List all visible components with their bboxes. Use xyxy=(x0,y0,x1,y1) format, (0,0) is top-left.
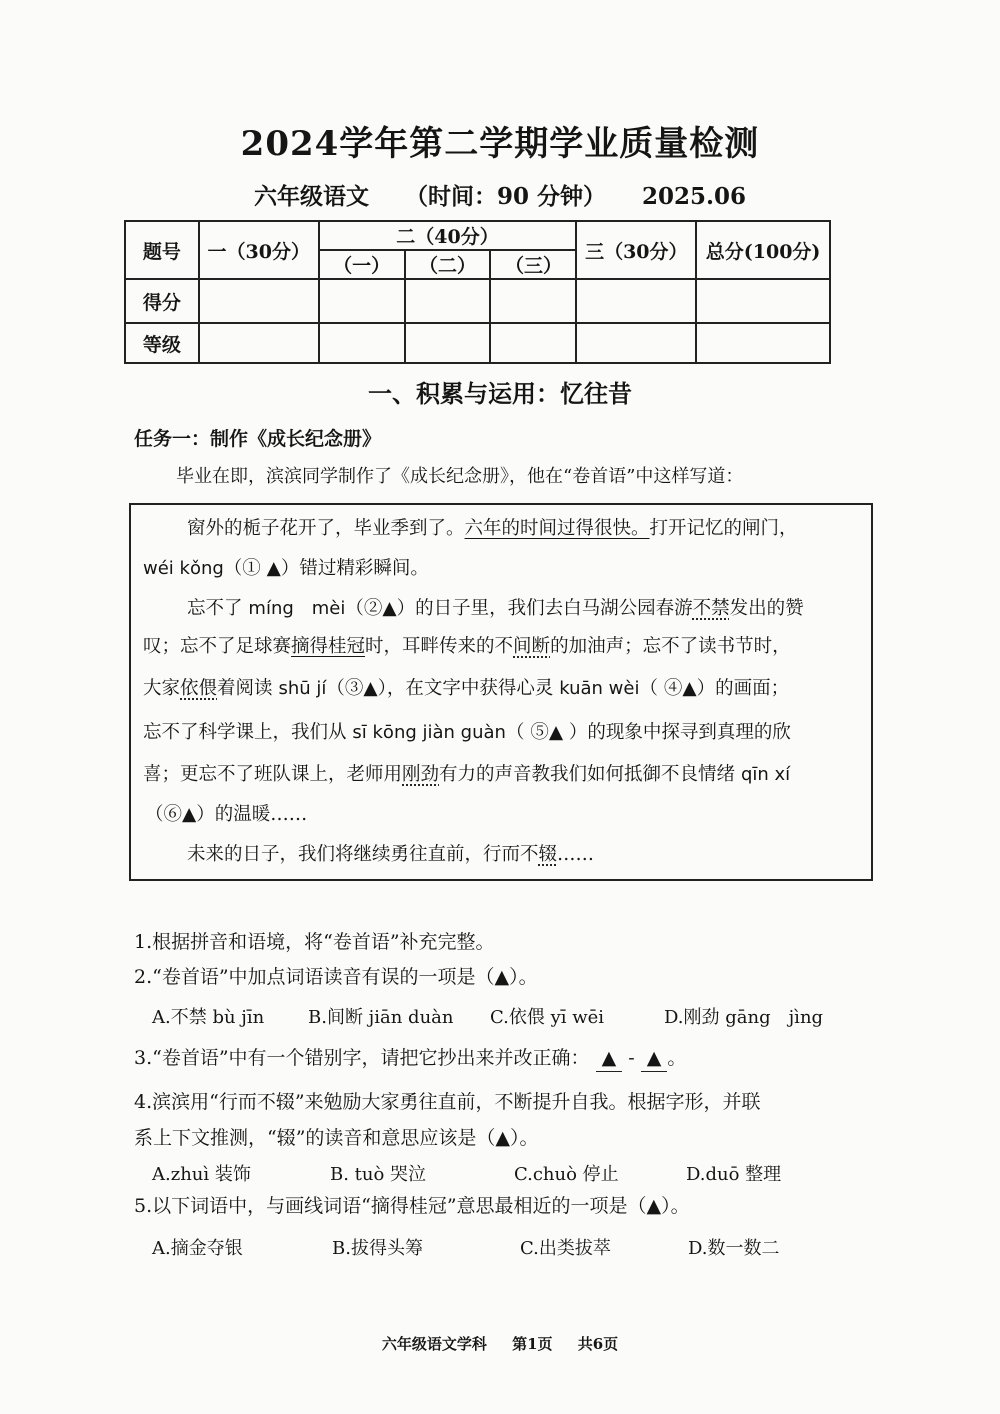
score-table-sub-3: （三） xyxy=(490,250,576,279)
foreword-line-6: 忘不了科学课上，我们从 sī kōng jiàn guàn（ ⑤▲ ）的现象中探寻到真理的欣 xyxy=(143,722,791,743)
grade-cell[interactable] xyxy=(319,323,405,363)
question-4-line-2: 系上下文推测，“辍”的读音和意思应该是（▲）。 xyxy=(134,1127,539,1149)
question-4-line-1: 4.滨滨用“行而不辍”来勉励大家勇往直前，不断提升自我。根据字形，并联 xyxy=(134,1091,761,1113)
pinyin-2: míng mèi xyxy=(248,598,346,619)
footer-total: 共6页 xyxy=(577,1335,619,1353)
foreword-line-7: 喜；更忘不了班队课上，老师用刚劲有力的声音教我们如何抵御不良情绪 qīn xí xyxy=(143,764,791,785)
pinyin-3: shū jí xyxy=(278,678,327,699)
grade-cell[interactable] xyxy=(490,323,576,363)
task-intro: 毕业在即，滨滨同学制作了《成长纪念册》，他在“卷首语”中这样写道： xyxy=(176,466,744,487)
question-3: 3.“卷首语”中有一个错别字，请把它抄出来并改正确： ▲ - ▲ 。 xyxy=(134,1045,686,1072)
pinyin-4: kuān wèi xyxy=(559,678,640,699)
foreword-line-3: 忘不了 míng mèi（②▲）的日子里，我们去白马湖公园春游不禁发出的赞 xyxy=(187,598,804,619)
foreword-line-5: 大家依偎着阅读 shū jí（③▲），在文字中获得心灵 kuān wèi（ ④▲）的画面； xyxy=(143,678,790,699)
grade-cell[interactable] xyxy=(576,323,696,363)
option-b[interactable]: B.拔得头筹 xyxy=(332,1238,423,1259)
score-cell[interactable] xyxy=(319,279,405,323)
option-a[interactable]: A.不禁 bù jīn xyxy=(152,1007,265,1028)
dotted-word: 依偎 xyxy=(180,678,218,699)
score-table xyxy=(124,220,831,364)
score-table-col-total: 总分(100分) xyxy=(696,221,830,279)
foreword-line-8: （⑥▲）的温暖…… xyxy=(145,804,308,825)
option-b[interactable]: B. tuò 哭泣 xyxy=(330,1164,427,1185)
score-table-sub-1: （一） xyxy=(319,250,405,279)
option-d[interactable]: D.刚劲 gāng jìng xyxy=(664,1007,824,1028)
option-d[interactable]: D.数一数二 xyxy=(688,1238,780,1259)
score-table-header-label: 题号 xyxy=(125,221,199,279)
pinyin-5: sī kōng jiàn guàn xyxy=(352,722,506,743)
dotted-word: 刚劲 xyxy=(402,764,440,785)
answer-blank[interactable]: ▲ xyxy=(641,1045,668,1072)
grade-row-label: 等级 xyxy=(125,323,199,363)
foreword-box xyxy=(129,503,873,881)
option-d[interactable]: D.duō 整理 xyxy=(686,1164,782,1185)
time-label: （时间：90 分钟） xyxy=(404,183,606,210)
foreword-line-9: 未来的日子，我们将继续勇往直前，行而不辍…… xyxy=(187,844,595,865)
exam-subtitle xyxy=(0,178,1000,211)
score-row-label: 得分 xyxy=(125,279,199,323)
subject-label: 六年级语文 xyxy=(253,183,369,210)
option-c[interactable]: C.出类拔萃 xyxy=(520,1238,611,1259)
question-1: 1.根据拼音和语境，将“卷首语”补充完整。 xyxy=(134,931,495,953)
foreword-line-2: wéi kǒng（① ▲）错过精彩瞬间。 xyxy=(143,558,429,579)
option-a[interactable]: A.zhuì 装饰 xyxy=(152,1164,251,1185)
score-table-col-2: 二（40分） xyxy=(319,221,577,250)
score-cell[interactable] xyxy=(405,279,491,323)
pinyin-1: wéi kǒng xyxy=(143,558,224,579)
dotted-word: 辍 xyxy=(538,844,558,865)
section-title: 一、积累与运用：忆往昔 xyxy=(368,379,632,408)
option-b[interactable]: B.间断 jiān duàn xyxy=(308,1007,454,1028)
exam-title: 2024学年第二学期学业质量检测 xyxy=(240,124,760,164)
question-5: 5.以下词语中，与画线词语“摘得桂冠”意思最相近的一项是（▲）。 xyxy=(134,1195,690,1217)
answer-blank[interactable]: ▲ xyxy=(596,1045,623,1072)
grade-cell[interactable] xyxy=(405,323,491,363)
pinyin-6: qīn xí xyxy=(740,764,791,785)
score-table-col-3: 三（30分） xyxy=(576,221,696,279)
task-title: 任务一：制作《成长纪念册》 xyxy=(134,428,382,450)
option-c[interactable]: C.依偎 yī wēi xyxy=(490,1007,605,1028)
score-cell[interactable] xyxy=(199,279,319,323)
option-a[interactable]: A.摘金夺银 xyxy=(152,1238,243,1259)
score-table-sub-2: （二） xyxy=(405,250,491,279)
date-label: 2025.06 xyxy=(642,183,747,210)
grade-cell[interactable] xyxy=(696,323,830,363)
score-cell[interactable] xyxy=(490,279,576,323)
score-cell[interactable] xyxy=(576,279,696,323)
foreword-line-4: 叹；忘不了足球赛摘得桂冠时，耳畔传来的不间断的加油声；忘不了读书节时， xyxy=(143,636,791,657)
dotted-word: 间断 xyxy=(513,636,551,657)
page-footer xyxy=(0,1333,1000,1354)
dotted-word: 不禁 xyxy=(692,598,730,619)
question-2: 2.“卷首语”中加点词语读音有误的一项是（▲）。 xyxy=(134,966,538,988)
underlined-sentence: 六年的时间过得很快。 xyxy=(464,518,650,539)
grade-cell[interactable] xyxy=(199,323,319,363)
foreword-line-1: 窗外的栀子花开了，毕业季到了。六年的时间过得很快。打开记忆的闸门， xyxy=(187,518,798,539)
option-c[interactable]: C.chuò 停止 xyxy=(514,1164,619,1185)
footer-subject: 六年级语文学科 xyxy=(381,1335,487,1353)
score-table-col-1: 一（30分） xyxy=(199,221,319,279)
score-cell[interactable] xyxy=(696,279,830,323)
underlined-phrase: 摘得桂冠 xyxy=(291,636,366,657)
footer-page: 第1页 xyxy=(512,1335,553,1353)
